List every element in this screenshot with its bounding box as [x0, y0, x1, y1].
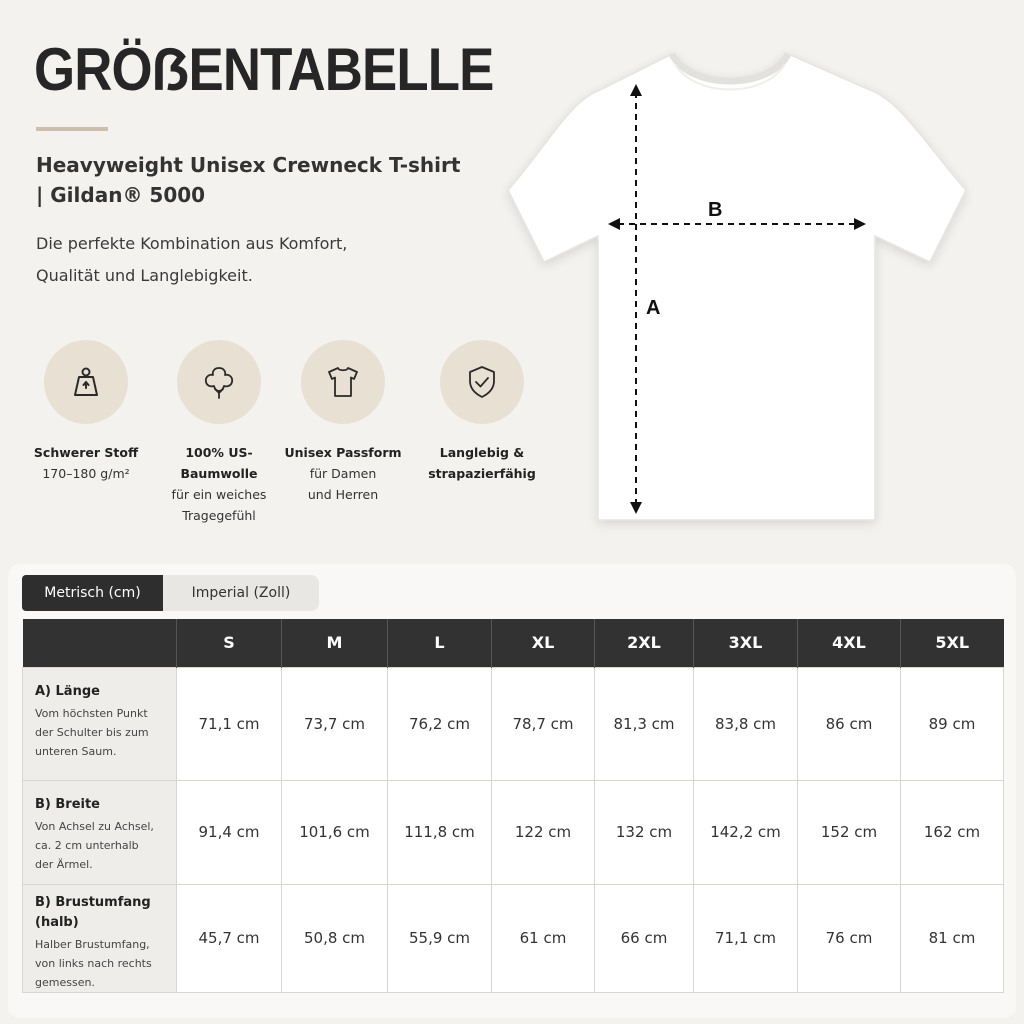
feature-title: Langlebig &	[439, 445, 525, 460]
table-cell: 111,8 cm	[388, 780, 492, 884]
measure-b-label: B	[708, 199, 723, 221]
table-cell: 71,1 cm	[177, 667, 282, 780]
table-cell: 73,7 cm	[282, 667, 388, 780]
table-row	[23, 780, 1004, 884]
row-description-line: der Ärmel.	[35, 857, 93, 871]
header-size-4xl: 4XL	[798, 619, 901, 667]
row-description-line: unteren Saum.	[35, 744, 117, 758]
feature-detail: für Damen	[309, 466, 377, 481]
table-cell: 81 cm	[901, 884, 1004, 992]
table-row	[23, 667, 1004, 780]
feature-title: strapazierfähig	[428, 466, 536, 481]
table-cell: 101,6 cm	[282, 780, 388, 884]
table-cell: 55,9 cm	[388, 884, 492, 992]
table-cell: 86 cm	[798, 667, 901, 780]
row-description	[35, 935, 166, 992]
table-cell: 78,7 cm	[492, 667, 595, 780]
table-cell: 89 cm	[901, 667, 1004, 780]
weight-icon	[44, 340, 128, 424]
size-table	[22, 619, 1004, 993]
product-name-line1: Heavyweight Unisex Crewneck T-shirt	[36, 153, 461, 177]
feature-detail: und Herren	[307, 487, 379, 502]
row-header-length	[23, 667, 177, 780]
header-size-5xl: 5XL	[901, 619, 1004, 667]
row-description	[35, 704, 166, 761]
header-size-3xl: 3XL	[694, 619, 798, 667]
table-cell: 45,7 cm	[177, 884, 282, 992]
row-description	[35, 817, 166, 874]
table-cell: 50,8 cm	[282, 884, 388, 992]
table-cell: 81,3 cm	[595, 667, 694, 780]
table-cell: 91,4 cm	[177, 780, 282, 884]
tshirt-shape	[508, 54, 966, 520]
measure-a-label: A	[646, 297, 661, 319]
description-line1: Die perfekte Kombination aus Komfort,	[36, 234, 348, 253]
row-description-line: Halber Brustumfang,	[35, 937, 150, 951]
header-size-m: M	[282, 619, 388, 667]
table-cell: 76,2 cm	[388, 667, 492, 780]
tshirt-diagram	[500, 40, 980, 540]
description-line2: Qualität und Langlebigkeit.	[36, 266, 253, 285]
row-title-line2: (halb)	[35, 914, 79, 930]
feature-cotton	[149, 340, 289, 526]
row-description-line: gemessen.	[35, 975, 95, 989]
row-description-line: von links nach rechts	[35, 956, 152, 970]
feature-title: Schwerer Stoff	[33, 445, 139, 460]
header-size-2xl: 2XL	[595, 619, 694, 667]
header-size-xl: XL	[492, 619, 595, 667]
unit-tabs	[22, 575, 319, 611]
row-title: A) Länge	[35, 683, 100, 699]
table-cell: 66 cm	[595, 884, 694, 992]
header-size-l: L	[388, 619, 492, 667]
table-cell: 76 cm	[798, 884, 901, 992]
header-empty	[23, 619, 177, 667]
table-cell: 142,2 cm	[694, 780, 798, 884]
page-title: GRÖẞENTABELLE	[34, 36, 494, 103]
row-title: B) Breite	[35, 796, 100, 812]
table-row	[23, 884, 1004, 992]
feature-heavy-fabric	[16, 340, 156, 484]
title-underline	[36, 127, 108, 131]
feature-unisex-fit	[273, 340, 413, 505]
table-cell: 152 cm	[798, 780, 901, 884]
row-title: B) Brustumfang	[35, 894, 151, 910]
table-header-row	[23, 619, 1004, 667]
row-description-line: ca. 2 cm unterhalb	[35, 838, 139, 852]
product-description	[36, 228, 456, 292]
table-cell: 162 cm	[901, 780, 1004, 884]
feature-detail: Tragegefühl	[182, 508, 256, 523]
row-header-width	[23, 780, 177, 884]
tab-imperial[interactable]: Imperial (Zoll)	[163, 575, 319, 611]
row-header-chest	[23, 884, 177, 992]
feature-title: Unisex Passform	[284, 445, 402, 460]
row-description-line: Vom höchsten Punkt	[35, 706, 148, 720]
table-cell: 83,8 cm	[694, 667, 798, 780]
tab-metric[interactable]: Metrisch (cm)	[22, 575, 163, 611]
table-cell: 61 cm	[492, 884, 595, 992]
feature-title: 100% US-Baumwolle	[180, 445, 258, 481]
header-size-s: S	[177, 619, 282, 667]
row-description-line: der Schulter bis zum	[35, 725, 149, 739]
product-name-line2: | Gildan® 5000	[36, 183, 206, 207]
cotton-icon	[177, 340, 261, 424]
tshirt-icon	[301, 340, 385, 424]
feature-detail: 170–180 g/m²	[42, 466, 130, 481]
feature-detail: für ein weiches	[171, 487, 267, 502]
table-cell: 71,1 cm	[694, 884, 798, 992]
row-description-line: Von Achsel zu Achsel,	[35, 819, 154, 833]
product-name	[36, 150, 476, 210]
table-cell: 132 cm	[595, 780, 694, 884]
table-cell: 122 cm	[492, 780, 595, 884]
